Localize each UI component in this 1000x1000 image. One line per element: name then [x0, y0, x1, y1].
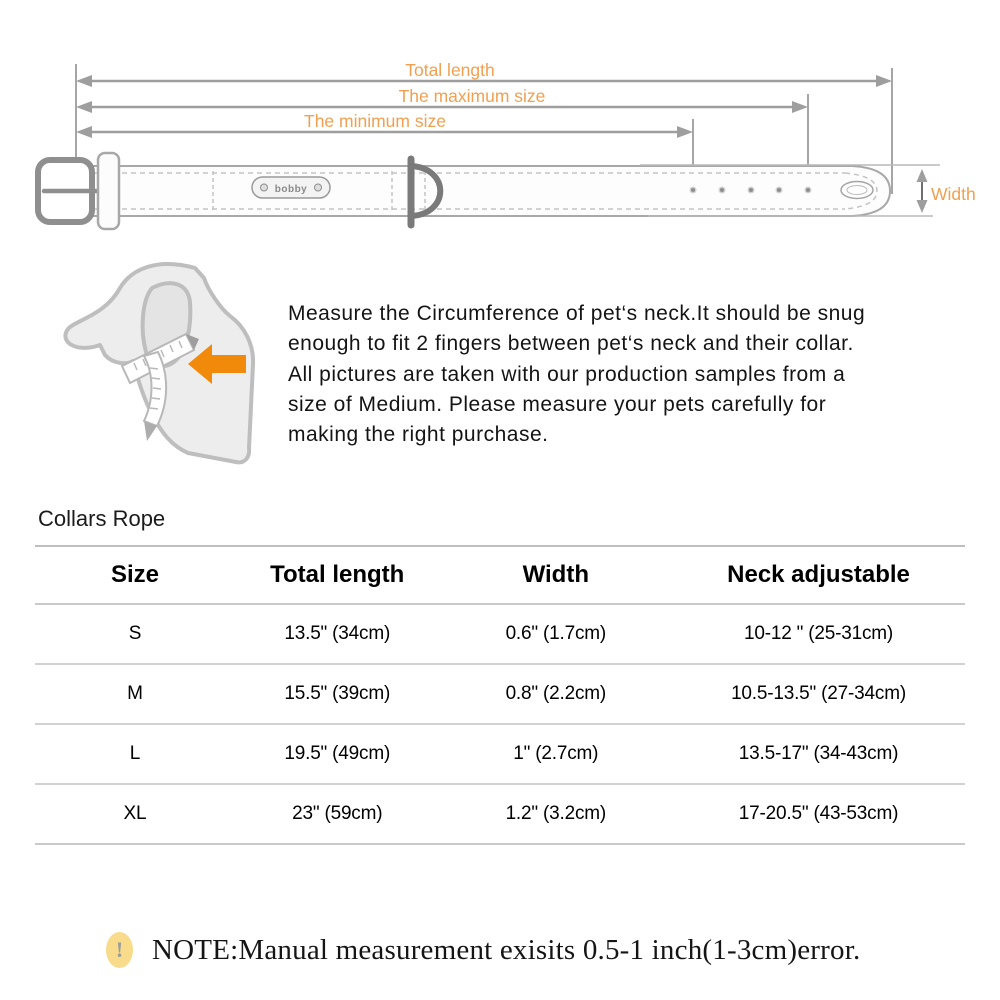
measurement-note — [106, 932, 860, 968]
size-cell: L — [129, 743, 141, 764]
exclamation-icon: ! — [106, 932, 133, 968]
width-cell: 1" (2.7cm) — [513, 743, 599, 764]
width-cell: 0.8" (2.2cm) — [505, 683, 606, 704]
maximum-size-label: The maximum size — [398, 86, 546, 106]
total-length-cell: 19.5" (49cm) — [284, 743, 391, 764]
total-length-label: Total length — [405, 60, 495, 80]
instruction-line: size of Medium. Please measure your pets carefully for — [288, 392, 827, 416]
collar-brand-tag — [252, 177, 330, 198]
header-neck-adjustable: Neck adjustable — [727, 561, 910, 588]
table-row — [35, 664, 965, 724]
instruction-line: making the right purchase. — [288, 423, 549, 447]
size-cell: S — [128, 623, 142, 644]
collar-keeper-loop — [98, 153, 119, 229]
width-cell: 1.2" (3.2cm) — [505, 803, 606, 824]
collar-buckle — [38, 160, 98, 222]
neck-adjustable-cell: 10-12 " (25-31cm) — [743, 623, 894, 644]
svg-text:bobby: bobby — [274, 184, 308, 195]
table-row — [35, 724, 965, 784]
total-length-cell: 13.5" (34cm) — [284, 623, 391, 644]
minimum-size-label: The minimum size — [304, 111, 446, 131]
size-cell: XL — [123, 803, 147, 824]
instruction-line: enough to fit 2 fingers between pet‘s neck and their collar. — [288, 332, 854, 356]
header-total-length: Total length — [270, 561, 405, 588]
neck-adjustable-cell: 13.5-17" (34-43cm) — [738, 743, 899, 764]
instruction-line: All pictures are taken with our production samples from a — [288, 362, 846, 386]
table-title: Collars Rope — [38, 506, 166, 531]
table-row — [35, 784, 965, 844]
width-label: Width — [931, 184, 976, 204]
instruction-paragraph — [288, 299, 953, 450]
collar-measurement-diagram — [0, 0, 1000, 252]
total-length-cell: 23" (59cm) — [292, 803, 383, 824]
neck-adjustable-cell: 17-20.5" (43-53cm) — [738, 803, 899, 824]
table-row — [35, 604, 965, 664]
size-cell: M — [127, 683, 143, 704]
header-width: Width — [522, 561, 589, 588]
size-table — [35, 545, 965, 845]
table-header-row — [35, 546, 965, 604]
instruction-line: Measure the Circumference of pet‘s neck.It should be snug — [288, 302, 866, 325]
header-size: Size — [110, 561, 159, 588]
total-length-cell: 15.5" (39cm) — [284, 683, 391, 704]
width-cell: 0.6" (1.7cm) — [505, 623, 606, 644]
collar-strap — [88, 166, 890, 216]
note-text: NOTE:Manual measurement exisits 0.5-1 inch(1-3cm)error. — [152, 933, 861, 966]
dog-measuring-illustration — [40, 256, 290, 468]
neck-adjustable-cell: 10.5-13.5" (27-34cm) — [731, 683, 906, 704]
